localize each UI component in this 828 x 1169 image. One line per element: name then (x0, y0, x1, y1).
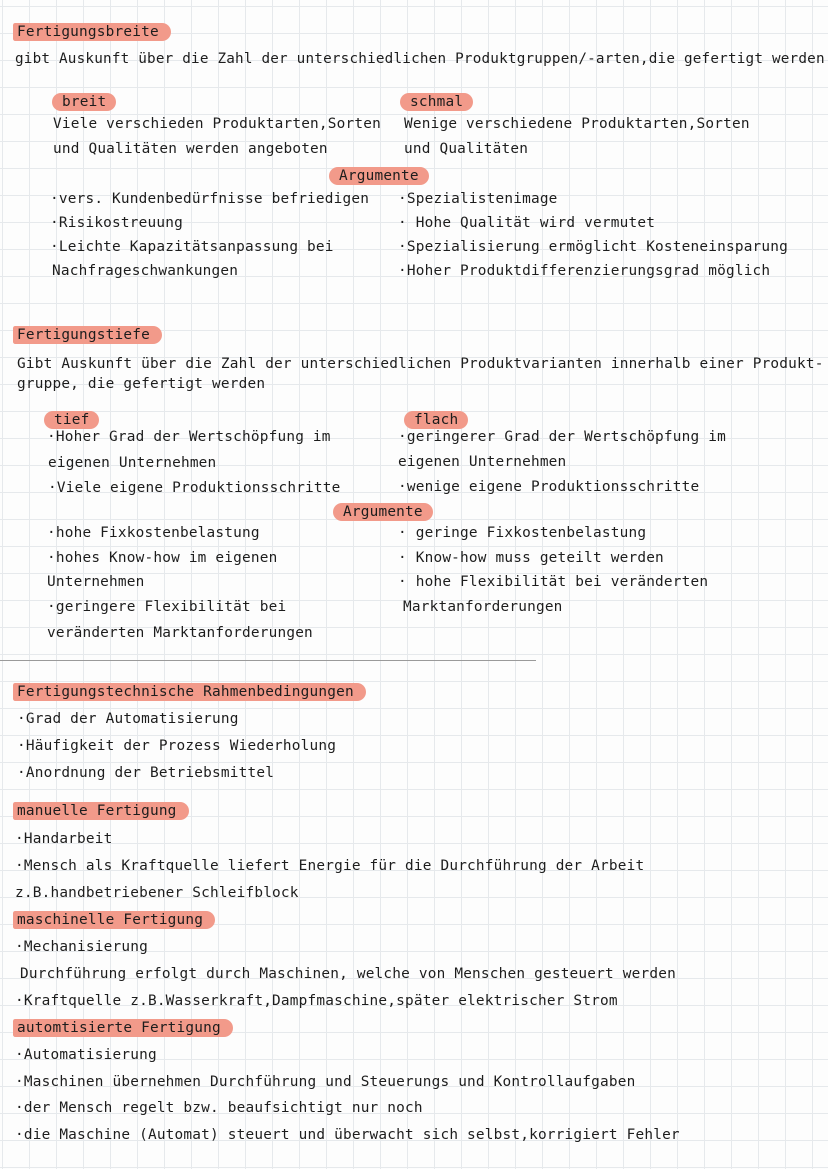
heading-automatisierte-fertigung: automtisierte Fertigung (13, 1019, 233, 1037)
tief-arg-5: veränderten Marktanforderungen (47, 625, 313, 641)
heading-fertigungsbreite: Fertigungsbreite (13, 23, 171, 41)
tief-arg-1: ·hohe Fixkostenbelastung (47, 525, 260, 541)
rahmen-item-2: ·Häufigkeit der Prozess Wiederholung (17, 738, 337, 754)
definition-fertigungstiefe-2: gruppe, die gefertigt werden (17, 376, 266, 392)
breit-arg-4: Nachfrageschwankungen (52, 263, 239, 279)
definition-fertigungsbreite: gibt Auskunft über die Zahl der unterschiedlichen Produktgruppen/-arten,die gefertigt werden (15, 51, 825, 67)
heading-manuelle-fertigung: manuelle Fertigung (13, 802, 189, 820)
automatisiert-line-2: ·Maschinen übernehmen Durchführung und Steuerungs und Kontrollaufgaben (15, 1074, 636, 1090)
automatisiert-line-3: ·der Mensch regelt bzw. beaufsichtigt nur noch (15, 1100, 423, 1116)
schmal-arg-2: · Hohe Qualität wird vermutet (398, 215, 656, 231)
tief-arg-2: ·hohes Know-how im eigenen (47, 550, 278, 566)
tief-arg-3: Unternehmen (47, 574, 145, 590)
flach-text-2: eigenen Unternehmen (398, 454, 567, 470)
flach-arg-2: · Know-how muss geteilt werden (398, 550, 664, 566)
maschinell-line-2: Durchführung erfolgt durch Maschinen, welche von Menschen gesteuert werden (20, 966, 676, 982)
heading-rahmenbedingungen: Fertigungstechnische Rahmenbedingungen (13, 683, 366, 701)
label-flach: flach (404, 411, 468, 429)
manuell-line-2: ·Mensch als Kraftquelle liefert Energie für die Durchführung der Arbeit (15, 858, 645, 874)
label-breit: breit (52, 93, 116, 111)
rahmen-item-3: ·Anordnung der Betriebsmittel (17, 765, 275, 781)
breit-text-2: und Qualitäten werden angeboten (53, 141, 328, 157)
schmal-arg-1: ·Spezialistenimage (398, 191, 558, 207)
definition-fertigungstiefe-1: Gibt Auskunft über die Zahl der unterschiedlichen Produktvarianten innerhalb einer Produkt- (17, 356, 824, 372)
breit-text-1: Viele verschieden Produktarten,Sorten (53, 116, 381, 132)
manuell-line-1: ·Handarbeit (15, 831, 113, 847)
label-argumente-breite: Argumente (329, 167, 429, 185)
manuell-line-3: z.B.handbetriebener Schleifblock (15, 885, 299, 901)
breit-arg-3: ·Leichte Kapazitätsanpassung bei (50, 239, 334, 255)
breit-arg-1: ·vers. Kundenbedürfnisse befriedigen (50, 191, 370, 207)
schmal-text-2: und Qualitäten (404, 141, 529, 157)
rahmen-item-1: ·Grad der Automatisierung (17, 711, 239, 727)
section-divider (0, 660, 536, 661)
schmal-text-1: Wenige verschiedene Produktarten,Sorten (404, 116, 750, 132)
heading-maschinelle-fertigung: maschinelle Fertigung (13, 911, 215, 929)
schmal-arg-4: ·Hoher Produktdifferenzierungsgrad möglich (398, 263, 771, 279)
tief-text-3: ·Viele eigene Produktionsschritte (48, 480, 341, 496)
tief-text-1: ·Hoher Grad der Wertschöpfung im (47, 429, 331, 445)
heading-fertigungstiefe: Fertigungstiefe (13, 326, 162, 344)
flach-arg-3: · hohe Flexibilität bei veränderten (398, 574, 709, 590)
flach-arg-4: Marktanforderungen (403, 599, 563, 615)
breit-arg-2: ·Risikostreuung (50, 215, 183, 231)
label-schmal: schmal (400, 93, 473, 111)
automatisiert-line-4: ·die Maschine (Automat) steuert und überwacht sich selbst,korrigiert Fehler (15, 1127, 680, 1143)
maschinell-line-1: ·Mechanisierung (15, 939, 148, 955)
schmal-arg-3: ·Spezialisierung ermöglicht Kosteneinsparung (398, 239, 789, 255)
maschinell-line-3: ·Kraftquelle z.B.Wasserkraft,Dampfmaschine,später elektrischer Strom (15, 993, 618, 1009)
automatisiert-line-1: ·Automatisierung (15, 1047, 157, 1063)
flach-text-3: ·wenige eigene Produktionsschritte (398, 479, 700, 495)
flach-text-1: ·geringerer Grad der Wertschöpfung im (398, 429, 726, 445)
tief-text-2: eigenen Unternehmen (48, 455, 217, 471)
tief-arg-4: ·geringere Flexibilität bei (47, 599, 287, 615)
flach-arg-1: · geringe Fixkostenbelastung (398, 525, 647, 541)
label-argumente-tiefe: Argumente (333, 503, 433, 521)
label-tief: tief (44, 411, 99, 429)
